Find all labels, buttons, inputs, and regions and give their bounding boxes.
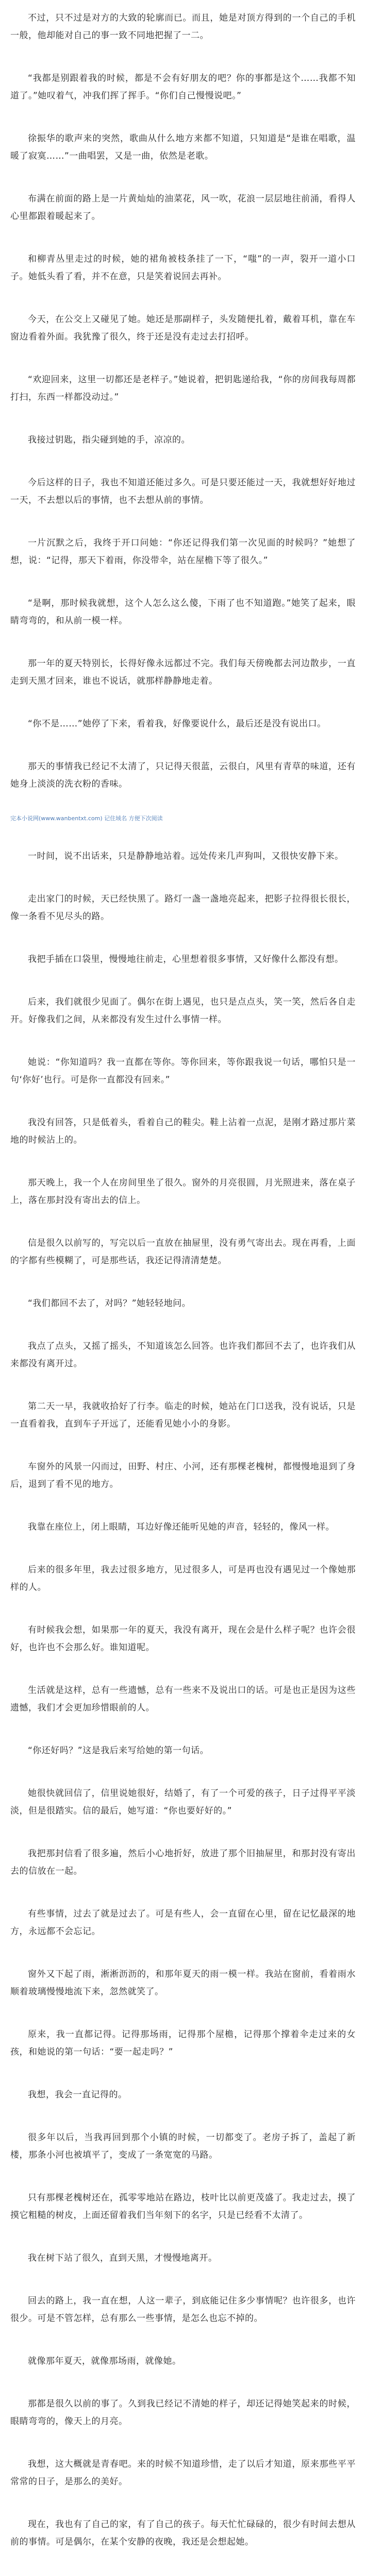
paragraph: “是啊，那时候我就想，这个人怎么这么傻，下雨了也不知道跑。”她笑了起来，眼睛弯弯的，和从前一模一样。 xyxy=(10,598,356,626)
paragraph: 布满在前面的路上是一片黄灿灿的油菜花，风一吹，花浪一层层地往前涌，看得人心里都跟着暖起来了。 xyxy=(10,194,356,222)
paragraph: 后来，我们就很少见面了。偶尔在街上遇见，也只是点点头，笑一笑，然后各自走开。好像我们之间，从来都没有发生过什么事情一样。 xyxy=(10,997,356,1025)
paragraph: 我靠在座位上，闭上眼睛，耳边好像还能听见她的声音，轻轻的，像风一样。 xyxy=(28,1522,335,1532)
paragraph: 一时间，说不出话来，只是静静地站着。远处传来几声狗叫，又很快安静下来。 xyxy=(28,851,344,861)
paragraph: 有些事情，过去了就是过去了。可是有些人，会一直留在心里，留在记忆最深的地方，永远都不会忘记。 xyxy=(10,1909,356,1937)
paragraph: 那天的事情我已经记不太清了，只记得天很蓝，云很白，风里有青草的味道，还有她身上淡淡的洗衣粉的香味。 xyxy=(10,761,356,789)
paragraph: 今后这样的日子，我也不知道还能过多久。可是只要还能过一天，我就想好好地过一天，不去想以后的事情，也不去想从前的事情。 xyxy=(10,478,356,505)
paragraph: 我在树下站了很久，直到天黑，才慢慢地离开。 xyxy=(28,2253,218,2263)
paragraph: 车窗外的风景一闪而过，田野、村庄、小河，还有那棵老槐树，都慢慢地退到了身后，退到了看不见的地方。 xyxy=(10,1462,356,1489)
paragraph: 那天晚上，我一个人在房间里坐了很久。窗外的月亮很圆，月光照进来，落在桌子上，落在那封没有寄出去的信上。 xyxy=(10,1178,356,1206)
paragraph: “欢迎回来，这里一切都还是老样子。”她说着，把钥匙递给我，“你的房间我每周都打扫，东西一样都没动过。” xyxy=(10,375,356,402)
paragraph: 我把手插在口袋里，慢慢地往前走，心里想着很多事情，又好像什么都没有想。 xyxy=(28,954,344,964)
paragraph: 我接过钥匙，指尖碰到她的手，凉凉的。 xyxy=(28,435,190,445)
paragraph: “我都是别跟着我的时候，都是不会有好朋友的吧？你的事都是这个……我都不知道了。”她叹着气，冲我们挥了挥手。“你们自己慢慢说吧。” xyxy=(10,73,356,101)
paragraph: “我们都回不去了，对吗？”她轻轻地问。 xyxy=(28,1298,191,1309)
paragraph: 很多年以后，当我再回到那个小镇的时候，一切都变了。老房子拆了，盖起了新楼，那条小河也被填平了，变成了一条宽宽的马路。 xyxy=(10,2132,356,2160)
paragraph: 徐振华的歌声来的突然，歌曲从什么地方来都不知道，只知道是“是谁在唱歌，温暖了寂寞……”一曲唱罢，又是一曲，依然是老歌。 xyxy=(10,133,356,161)
paragraph: 我点了点头，又摇了摇头，不知道该怎么回答。也许我们都回不去了，也许我们从来都没有离开过。 xyxy=(10,1341,356,1369)
paragraph: 我想，我会一直记得的。 xyxy=(28,2090,127,2100)
paragraph: 和柳青丛里走过的时候，她的裙角被枝条挂了一下，“嗤”的一声，裂开一道小口子。她低头看了看，并不在意，只是笑着说回去再补。 xyxy=(10,254,356,282)
paragraph: “你还好吗？”这是我后来写给她的第一句话。 xyxy=(28,1745,209,1756)
paragraph: 我没有回答，只是低着头，看着自己的鞋尖。鞋上沾着一点泥，是刚才路过那片菜地的时候沾上的。 xyxy=(10,1117,356,1145)
paragraph: 一片沉默之后，我终于开口问她：“你还记得我们第一次见面的时候吗？”她想了想，说：“记得，那天下着雨，你没带伞，站在屋檐下等了很久。” xyxy=(10,538,356,566)
paragraph: 今天，在公交上又碰见了她。她还是那副样子，头发随便扎着，戴着耳机，靠在车窗边看着外面。我犹豫了很久，终于还是没有走过去打招呼。 xyxy=(10,314,356,342)
paragraph: 她说：“你知道吗？我一直都在等你。等你回来，等你跟我说一句话，哪怕只是一句‘你好’也行。可是你一直都没有回来。” xyxy=(10,1057,356,1085)
paragraph: 我把那封信看了很多遍，然后小心地折好，放进了那个旧抽屉里，和那封没有寄出去的信放在一起。 xyxy=(10,1849,356,1876)
paragraph: 生活就是这样，总有一些遗憾，总有一些来不及说出口的话。可是也正是因为这些遗憾，我们才会更加珍惜眼前的人。 xyxy=(10,1685,356,1713)
paragraph: 走出家门的时候，天已经快黑了。路灯一盏一盏地亮起来，把影子拉得很长很长，像一条看不见尽头的路。 xyxy=(10,894,356,922)
paragraph: 就像那年夏天，就像那场雨，就像她。 xyxy=(28,2356,181,2366)
paragraph: 有时候我会想，如果那一年的夏天，我没有离开，现在会是什么样子呢？也许会很好，也许也不会那么好。谁知道呢。 xyxy=(10,1625,356,1653)
paragraph: 她很快就回信了，信里说她很好，结婚了，有了一个可爱的孩子，日子过得平平淡淡，但是很踏实。信的最后，她写道：“你也要好好的。” xyxy=(10,1788,356,1816)
paragraph: 第二天一早，我就收拾好了行李。临走的时候，她站在门口送我，没有说话，只是一直看着我，直到车子开远了，还能看见她小小的身影。 xyxy=(10,1401,356,1429)
paragraph: 后来的很多年里，我去过很多地方，见过很多人，可是再也没有遇见过一个像她那样的人。 xyxy=(10,1565,356,1592)
paragraph: “你不是……”她停了下来，看着我，好像要说什么，最后还是没有说出口。 xyxy=(28,719,326,729)
paragraph: 窗外又下起了雨，淅淅沥沥的，和那年夏天的雨一模一样。我站在窗前，看着雨水顺着玻璃慢慢地流下来，忽然就笑了。 xyxy=(10,1969,356,1997)
paragraph: 现在，我也有了自己的家，有了自己的孩子。每天忙忙碌碌的，很少有时间去想从前的事情。可是偶尔，在某个安静的夜晚，我还是会想起她。 xyxy=(10,2519,356,2547)
paragraph: 不过，只不过是对方的大致的轮廓而已。而且，她是对顶方得到的一个自己的手机一般，他却能对自己的事一致不同地把握了一二。 xyxy=(10,13,356,41)
site-watermark: 完本小说网(www.wanbentxt.com) 记住域名 方便下次阅读 xyxy=(10,815,163,822)
paragraph: 信是很久以前写的，写完以后一直放在抽屉里，没有勇气寄出去。现在再看，上面的字都有些模糊了，可是那些话，我还记得清清楚楚。 xyxy=(10,1238,356,1266)
paragraph: 那都是很久以前的事了。久到我已经记不清她的样子，却还记得她笑起来的时候，眼睛弯弯的，像天上的月亮。 xyxy=(10,2399,356,2427)
paragraph: 只有那棵老槐树还在，孤零零地站在路边，枝叶比以前更茂盛了。我走过去，摸了摸它粗糙的树皮，上面还留着我们当年刻下的名字，只是已经看不太清了。 xyxy=(10,2193,356,2221)
paragraph: 原来，我一直都记得。记得那场雨，记得那个屋檐，记得那个撑着伞走过来的女孩，和她说的第一句话：“要一起走吗？” xyxy=(10,2029,356,2057)
paragraph: 那一年的夏天特别长，长得好像永远都过不完。我们每天傍晚都去河边散步，一直走到天黑才回来，谁也不说话，就那样静静地走着。 xyxy=(10,658,356,686)
paragraph: 我想，这大概就是青春吧。来的时候不知道珍惜，走了以后才知道，原来那些平平常常的日子，是那么的美好。 xyxy=(10,2459,356,2487)
paragraph: 回去的路上，我一直在想，人这一辈子，到底能记住多少事情呢？也许很多，也许很少。可是不管怎样，总有那么一些事情，是怎么也忘不掉的。 xyxy=(10,2296,356,2324)
